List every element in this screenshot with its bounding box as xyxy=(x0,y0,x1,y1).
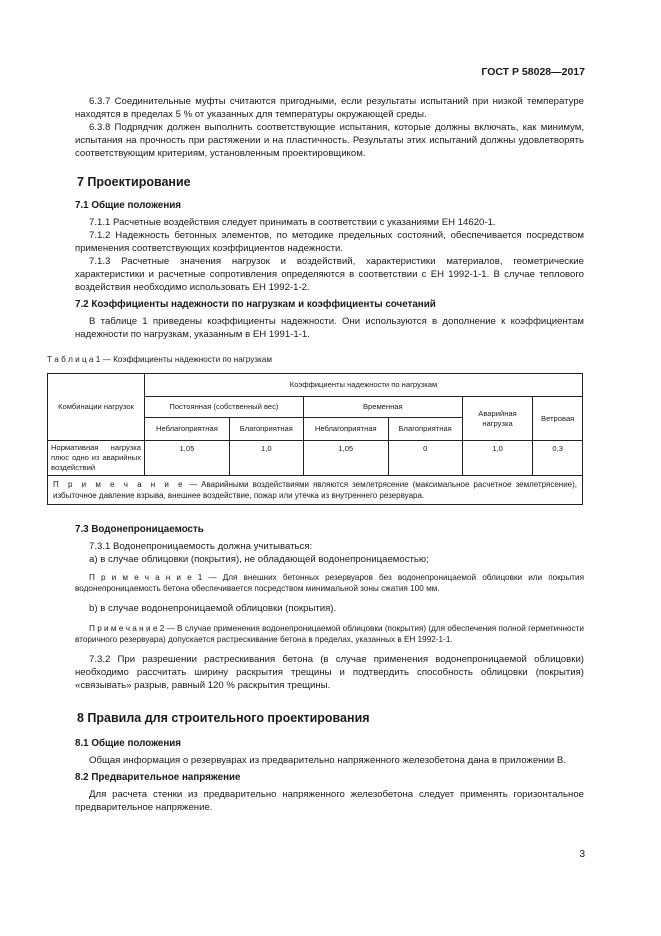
paragraph-8-1: Общая информация о резервуарах из предварительно напряженного железобетона дана в приложении В. xyxy=(89,755,566,766)
table-header-temporary: Временная xyxy=(303,397,462,418)
table-header-combinations: Комбинации нагрузок xyxy=(48,374,145,441)
table-caption xyxy=(47,353,584,366)
table-header-accidental: Аварийная нагрузка xyxy=(462,397,533,441)
table-cell: 1,05 xyxy=(145,441,230,476)
paragraph-6-3-7: 6.3.7 Соединительные муфты считаются пригодными, если результаты испытаний при низкой температуре находятся в пределах 5 % от указанных для температуры окружающей среды. xyxy=(75,96,584,120)
note-1-text: — Для внешних бетонных резервуаров без водонепроницаемой облицовки или покрытия водонепроницаемость бетона обеспечивается посредством минимальной зоны сжатия 100 мм. xyxy=(75,573,584,593)
table-caption-label: Т а б л и ц а 1 xyxy=(47,355,101,364)
section-7-title: 7 Проектирование xyxy=(77,175,191,189)
table-sub-favourable-2: Благоприятная xyxy=(388,418,462,441)
paragraph-7-3-1-b: b) в случае водонепроницаемой облицовки (покрытия). xyxy=(89,603,337,614)
section-8-title: 8 Правила для строительного проектирования xyxy=(77,711,370,725)
subsection-7-2-title: 7.2 Коэффициенты надежности по нагрузкам и коэффициенты сочетаний xyxy=(75,299,436,310)
subsection-7-1-title: 7.1 Общие положения xyxy=(75,200,182,211)
table-cell: 0 xyxy=(388,441,462,476)
subsection-8-1-title: 8.1 Общие положения xyxy=(75,738,182,749)
table-note xyxy=(48,476,583,505)
table-cell: 0,3 xyxy=(533,441,583,476)
table-sub-unfavourable-1: Неблагоприятная xyxy=(145,418,230,441)
note-1-label: П р и м е ч а н и е 1 xyxy=(89,573,203,582)
table-header-group: Коэффициенты надежности по нагрузкам xyxy=(145,374,583,397)
table-sub-unfavourable-2: Неблагоприятная xyxy=(303,418,388,441)
page-number: 3 xyxy=(579,849,585,860)
subsection-7-3-title: 7.3 Водонепроницаемость xyxy=(75,524,204,535)
paragraph-7-2: В таблице 1 приведены коэффициенты надежности. Они используются в дополнение к коэффициентам надежности по нагрузкам, указанным в ЕН 1991-1-1. xyxy=(75,316,584,340)
table-cell: 1,05 xyxy=(303,441,388,476)
note-2 xyxy=(75,623,584,645)
table-note-text: — Аварийными воздействиями являются землетрясение (максимальное расчетное землетрясение), избыточное давление взрыва, внешнее воздействие, пожар или утечка из внутреннего резервуара. xyxy=(53,480,578,500)
table-cell: 1,0 xyxy=(229,441,303,476)
subsection-8-2-title: 8.2 Предварительное напряжение xyxy=(75,772,241,783)
paragraph-7-1-1: 7.1.1 Расчетные воздействия следует принимать в соответствии с указаниями ЕН 14620-1. xyxy=(89,217,496,228)
note-2-text: — В случае применения водонепроницаемой облицовки (покрытия) (для обеспечения полной герметичности вторичного резервуара) допускается растрескивание бетона в пределах, указанных в ЕН 1992-1-1. xyxy=(75,624,584,644)
paragraph-7-1-2: 7.1.2 Надежность бетонных элементов, по методике предельных состояний, обеспечивается посредством применения соответствующих коэффициентов надежности. xyxy=(75,230,584,254)
table-row-label: Нормативная нагрузка плюс одно из аварийных воздействий xyxy=(48,441,145,476)
table-header-permanent: Постоянная (собственный вес) xyxy=(145,397,304,418)
paragraph-8-2: Для расчета стенки из предварительно напряженного железобетона следует применять горизонтальное предварительное напряжение. xyxy=(75,789,584,813)
table-header-wind: Ветровая xyxy=(533,397,583,441)
table-row xyxy=(48,441,583,476)
paragraph-6-3-8: 6.3.8 Подрядчик должен выполнить соответствующие испытания, которые должны включать, как минимум, испытания на прочность при растяжении и на пластичность. Результаты этих испытаний должны удовлетворять соответствующим критериям, установленным проектировщиком. xyxy=(75,122,584,159)
table-cell: 1,0 xyxy=(462,441,533,476)
paragraph-7-3-1-a: а) в случае облицовки (покрытия), не обладающей водонепроницаемостью; xyxy=(89,554,429,565)
table-caption-text: — Коэффициенты надежности по нагрузкам xyxy=(100,355,272,364)
note-1 xyxy=(75,572,584,594)
load-factors-table xyxy=(47,373,583,505)
paragraph-7-1-3: 7.1.3 Расчетные значения нагрузок и воздействий, характеристики материалов, геометрические характеристики и расчетные сопротивления определяются в соответствии с ЕН 1992-1-1. В случае теплового воздействия необходимо использовать ЕН 1992-1-2. xyxy=(75,256,584,293)
paragraph-7-3-1: 7.3.1 Водонепроницаемость должна учитываться: xyxy=(89,541,313,552)
page-content xyxy=(47,95,584,814)
table-note-label: П р и м е ч а н и е xyxy=(53,480,186,489)
table-sub-favourable-1: Благоприятная xyxy=(229,418,303,441)
document-id: ГОСТ Р 58028—2017 xyxy=(481,66,585,78)
paragraph-7-3-2: 7.3.2 При разрешении растрескивания бетона (в случае применения водонепроницаемой облицовки) необходимо рассчитать ширину раскрытия трещины и подтвердить способность облицовки (покрытия) «связывать» разрыв, равный 120 % раскрытия трещины. xyxy=(75,654,584,691)
note-2-label: П р и м е ч а н и е 2 xyxy=(89,624,165,633)
